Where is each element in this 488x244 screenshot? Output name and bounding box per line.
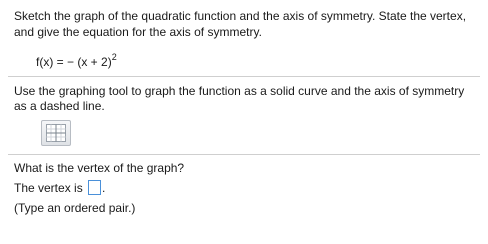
- vertex-question: What is the vertex of the graph?: [14, 161, 185, 175]
- answer-suffix: .: [102, 181, 106, 195]
- divider: [8, 154, 480, 155]
- function-formula: [36, 50, 117, 70]
- formula-expression: f(x) = − (x + 2): [36, 55, 112, 69]
- answer-prefix: The vertex is: [14, 181, 83, 195]
- graph-instructions: Use the graphing tool to graph the function as a solid curve and the axis of symmetry as a dashed line.: [14, 84, 465, 113]
- formula-exponent: 2: [111, 52, 117, 62]
- divider: [8, 76, 480, 77]
- answer-hint: (Type an ordered pair.): [14, 201, 136, 215]
- graph-grid-icon: [46, 124, 66, 142]
- vertex-answer-input[interactable]: [88, 180, 101, 195]
- graphing-tool-button[interactable]: [41, 120, 71, 146]
- answer-line: [14, 180, 105, 196]
- problem-instructions: Sketch the graph of the quadratic function and the axis of symmetry. State the vertex, and give the equation for the axis of symmetry.: [14, 9, 467, 39]
